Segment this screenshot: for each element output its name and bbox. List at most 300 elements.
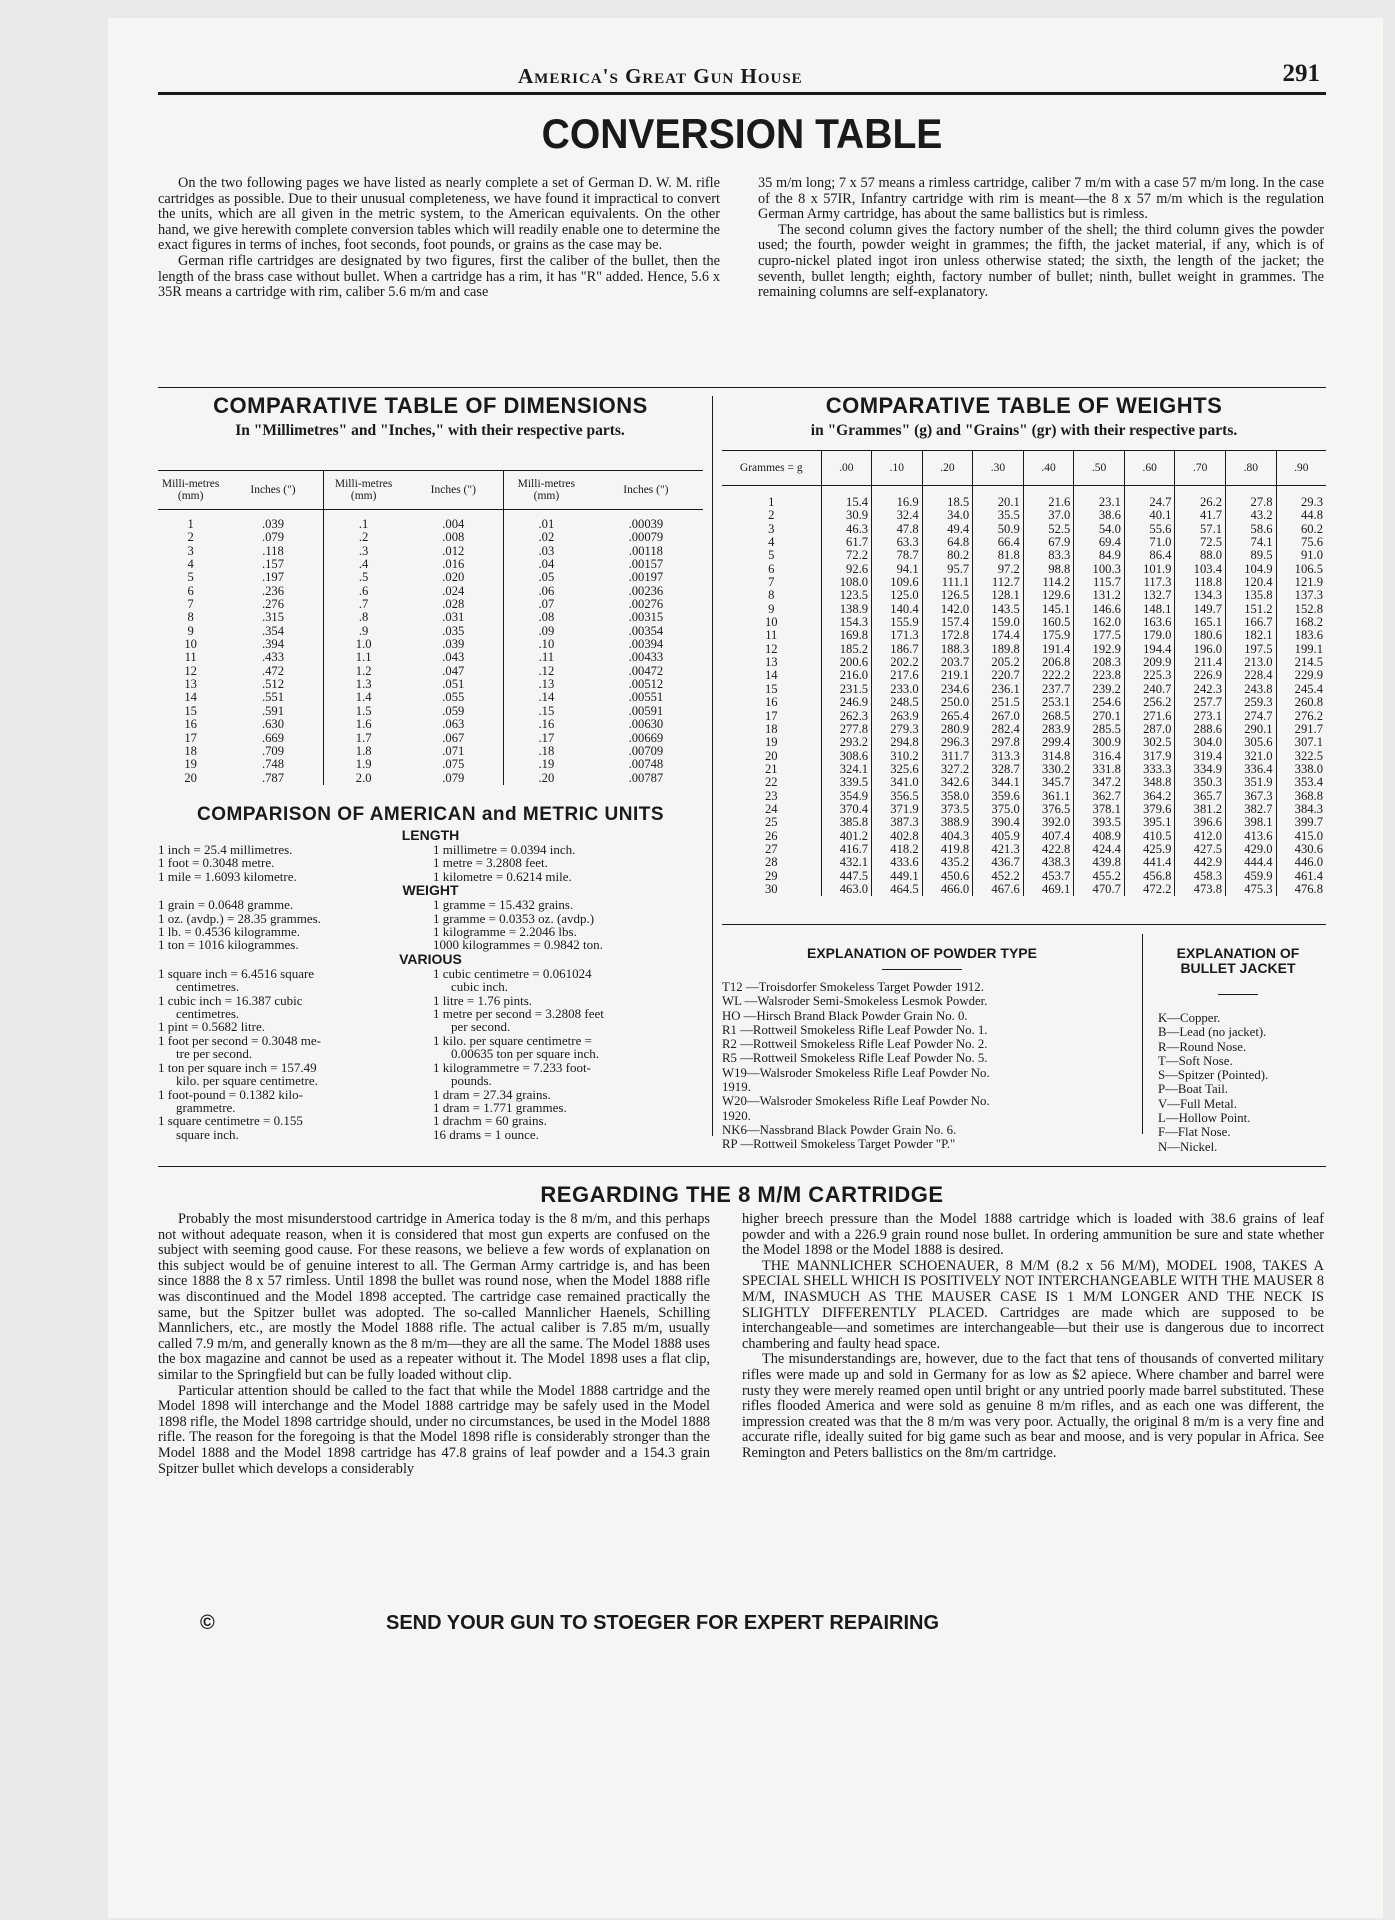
table-cell: 416.7	[821, 843, 872, 856]
table-cell: 1.1	[323, 651, 403, 664]
weights-table	[722, 450, 1326, 896]
table-cell: 1.8	[323, 745, 403, 758]
table-cell: 37.0	[1023, 509, 1074, 522]
comparison-units	[158, 828, 703, 1141]
table-cell: 280.9	[922, 723, 973, 736]
table-cell: 1.0	[323, 638, 403, 651]
list-item: 1 kilogrammetre = 7.233 foot-	[433, 1059, 591, 1075]
cartridge-left-column	[158, 1212, 710, 1477]
cartridge-paragraph: Probably the most misunderstood cartridge in America today is the 8 m/m, and this perhaps not without adequate reason, when it is considered that most gun experts are confused on the subject with seeming good cause. For these reasons, we believe a few words of explanation on this subject would be of genuine interest to all. The German Army cartridge is, and has been since 1888 the 8 x 57 rimless. Until 1898 the bullet was round nose, when the Model 1888 rifle was discontinued and the Model 1898 accepted. The cartridge case remained practically the same, but the Spitzer bullet was adopted. The so-called Mannlicher Haenels, Schilling Mannlichers, etc., are mostly the Model 1888 rifle. The actual caliber is 7.85 m/m, usually called 7.9 m/m, and generally known as the 8 m/m—they are all the same. The Model 1888 uses the box magazine and cannot be used as a repeater without it. The Model 1898 uses a flat clip, similar to the Springfield but can be fully loaded without clip.	[158, 1211, 710, 1383]
column-header: .60	[1124, 451, 1175, 486]
table-cell: .016	[442, 557, 465, 572]
table-cell: .787	[261, 770, 284, 785]
table-cell: 1	[187, 517, 194, 531]
column-header: Inches (")	[223, 471, 323, 510]
table-cell: 302.5	[1124, 736, 1175, 749]
table-cell: 38.6	[1074, 509, 1125, 522]
list-item: 1 pint = 0.5682 litre.	[158, 1019, 265, 1035]
table-cell: 57.1	[1175, 523, 1226, 536]
table-cell: 381.2	[1175, 803, 1226, 816]
table-cell: 101.9	[1124, 563, 1175, 576]
table-cell: 15.4	[821, 486, 872, 510]
table-cell: .10	[504, 638, 589, 651]
table-cell: 250.0	[922, 696, 973, 709]
table-cell: 74.1	[1226, 536, 1277, 549]
list-item: 1 cubic inch = 16.387 cubic	[158, 992, 303, 1008]
table-row	[722, 776, 1326, 789]
table-cell: 64.8	[922, 536, 973, 549]
table-cell: 379.6	[1124, 803, 1175, 816]
table-cell: 182.1	[1226, 629, 1277, 642]
table-cell: 4	[187, 557, 194, 572]
table-row	[158, 638, 703, 651]
list-item: kilo. per square centimetre.	[176, 1073, 318, 1089]
table-cell: 251.5	[973, 696, 1024, 709]
table-cell: 27.8	[1226, 486, 1277, 510]
table-cell: 9	[768, 601, 775, 616]
table-cell: 185.2	[821, 643, 872, 656]
table-cell: .00591	[628, 703, 664, 718]
table-cell: 17	[764, 708, 778, 723]
table-cell: 26.2	[1175, 486, 1226, 510]
table-cell: 237.7	[1023, 683, 1074, 696]
table-cell: .03	[504, 545, 589, 558]
conversion-text: 1000 kilogrammes = 0.9842 ton.	[433, 937, 603, 953]
list-item: R5 —Rottweil Smokeless Rifle Leaf Powder No. 5.	[722, 1051, 988, 1066]
table-row	[722, 669, 1326, 682]
jacket-title: EXPLANATION OF BULLET JACKET	[1176, 945, 1300, 976]
table-cell: 111.1	[922, 576, 973, 589]
column-header: .30	[973, 451, 1024, 486]
table-cell: 458.3	[1175, 870, 1226, 883]
table-cell: 243.8	[1226, 683, 1277, 696]
table-cell: 433.6	[872, 856, 923, 869]
various-left-column	[158, 967, 433, 1141]
table-cell: 50.9	[973, 523, 1024, 536]
table-cell: .512	[261, 677, 284, 692]
table-cell: 424.4	[1074, 843, 1125, 856]
cartridge-title: REGARDING THE 8 M/M CARTRIDGE	[540, 1182, 944, 1207]
table-cell: .051	[442, 677, 465, 692]
table-cell: 162.0	[1074, 616, 1125, 629]
weights-bottom-rule	[722, 924, 1326, 925]
list-item: W19—Walsroder Smokeless Rifle Leaf Powder No.	[722, 1065, 990, 1080]
table-cell: 388.9	[922, 816, 973, 829]
table-cell: 395.1	[1124, 816, 1175, 829]
table-cell: .591	[261, 703, 284, 718]
table-header-row	[158, 471, 703, 510]
table-cell: 20	[184, 770, 197, 785]
table-cell: 5	[187, 570, 194, 585]
table-cell: .157	[261, 557, 284, 572]
table-cell: 19	[764, 735, 778, 750]
table-cell: 463.0	[821, 883, 872, 896]
table-cell: .039	[442, 637, 465, 652]
list-item: per second.	[451, 1019, 511, 1035]
list-item: K—Copper.	[1158, 1011, 1221, 1025]
table-cell: 354.9	[821, 790, 872, 803]
table-cell: 118.8	[1175, 576, 1226, 589]
conversion-text: 1 lb. = 0.4536 kilogramme.	[158, 924, 301, 940]
table-row	[158, 571, 703, 584]
table-cell: .028	[442, 597, 465, 612]
list-item: L—Hollow Point.	[1158, 1111, 1251, 1126]
table-cell: 205.2	[973, 656, 1024, 669]
list-item: centimetres.	[176, 979, 240, 995]
table-cell: 1.3	[323, 678, 403, 691]
table-cell: .035	[442, 623, 465, 638]
table-cell: 97.2	[973, 563, 1024, 576]
table-cell: 313.3	[973, 750, 1024, 763]
intro-paragraph: On the two following pages we have listed as nearly complete a set of German D. W. M. rifle cartridges as possible. Due to their unusual completeness, we have found it impractical to convert the units, which are all given in the metric system, to the American equivalents. On the other hand, we give herewith complete conversion tables which will readily enable one to determine the exact figures in terms of inches, foot seconds, foot pounds, or grains as the case may be.	[158, 175, 720, 254]
table-cell: 293.2	[821, 736, 872, 749]
table-cell: 353.4	[1276, 776, 1326, 789]
table-row	[722, 563, 1326, 576]
conversion-text: 1 gramme = 0.0353 oz. (avdp.)	[433, 910, 595, 926]
table-cell: 240.7	[1124, 683, 1175, 696]
conversion-text: 1 inch = 25.4 millimetres.	[158, 842, 293, 857]
table-row	[722, 763, 1326, 776]
table-row	[722, 629, 1326, 642]
table-cell: 412.0	[1175, 830, 1226, 843]
header-title: America's Great Gun House	[518, 64, 803, 88]
table-cell: .551	[261, 690, 284, 705]
table-cell: 422.8	[1023, 843, 1074, 856]
table-cell: 11	[184, 650, 197, 665]
table-cell: 325.6	[872, 763, 923, 776]
list-item: 1919.	[722, 1080, 751, 1095]
table-cell: 203.7	[922, 656, 973, 669]
table-cell: 316.4	[1074, 750, 1125, 763]
table-row	[722, 843, 1326, 856]
table-cell: 35.5	[973, 509, 1024, 522]
table-cell: 21	[764, 761, 778, 776]
table-cell: 183.6	[1276, 629, 1326, 642]
length-rows	[158, 843, 703, 883]
table-cell: 92.6	[821, 563, 872, 576]
table-cell: 208.3	[1074, 656, 1125, 669]
table-cell: 470.7	[1074, 883, 1125, 896]
table-cell: 188.3	[922, 643, 973, 656]
table-cell: 308.6	[821, 750, 872, 763]
table-cell: 257.7	[1175, 696, 1226, 709]
table-cell: 453.7	[1023, 870, 1074, 883]
table-cell: 115.7	[1074, 576, 1125, 589]
table-cell: .00709	[628, 743, 664, 758]
table-cell: 444.4	[1226, 856, 1277, 869]
table-cell: 459.9	[1226, 870, 1277, 883]
table-cell: 19	[184, 757, 197, 772]
running-header	[158, 60, 1326, 94]
table-cell: 95.7	[922, 563, 973, 576]
table-row	[722, 509, 1326, 522]
table-cell: 356.5	[872, 790, 923, 803]
table-cell: 134.3	[1175, 589, 1226, 602]
table-row	[722, 536, 1326, 549]
table-cell: .067	[442, 730, 465, 745]
table-row	[722, 736, 1326, 749]
column-header: .00	[821, 451, 872, 486]
table-cell: .00276	[628, 597, 664, 612]
table-cell: .008	[442, 530, 465, 545]
table-cell: 8	[187, 610, 194, 625]
table-cell: 392.0	[1023, 816, 1074, 829]
table-cell: 263.9	[872, 710, 923, 723]
table-cell: 294.8	[872, 736, 923, 749]
table-cell: 6	[768, 561, 775, 576]
table-cell: 5	[768, 548, 775, 563]
table-cell: 18	[764, 721, 778, 736]
table-cell: 132.7	[1124, 589, 1175, 602]
page-title: CONVERSION TABLE	[541, 110, 943, 157]
intro-paragraph: 35 m/m long; 7 x 57 means a rimless cartridge, caliber 7 m/m with a case 57 m/m long. In the case of the 8 x 57IR, Infantry cartridge with rim is meant—the 8 x 57 m/m which is the regulation German Army cartridge, has about the same ballistics but is rimless.	[758, 175, 1324, 223]
table-cell: 455.2	[1074, 870, 1125, 883]
table-cell: 75.6	[1276, 536, 1326, 549]
table-cell: 138.9	[821, 603, 872, 616]
table-cell: 123.5	[821, 589, 872, 602]
table-cell: 300.9	[1074, 736, 1125, 749]
list-item: 1 square inch = 6.4516 square	[158, 965, 315, 981]
table-cell: .2	[323, 531, 403, 544]
table-cell: 219.1	[922, 669, 973, 682]
table-cell: 194.4	[1124, 643, 1175, 656]
table-cell: 347.2	[1074, 776, 1125, 789]
table-cell: 370.4	[821, 803, 872, 816]
conversion-row	[158, 898, 703, 911]
table-cell: 186.7	[872, 643, 923, 656]
table-cell: 148.1	[1124, 603, 1175, 616]
table-cell: 336.4	[1226, 763, 1277, 776]
header-rule	[158, 92, 1326, 95]
table-cell: 427.5	[1175, 843, 1226, 856]
table-cell: 430.6	[1276, 843, 1326, 856]
table-cell: 10	[184, 637, 197, 652]
table-cell: .00551	[628, 690, 664, 705]
page-number: 291	[1282, 60, 1320, 87]
table-cell: 231.5	[821, 683, 872, 696]
cartridge-paragraph: Particular attention should be called to the fact that while the Model 1888 cartridge and the Model 1898 will interchange and the Model 1888 cartridge may be safely used in the Model 1898 rifle, the Model 1898 cartridge should, under no circumstances, be used in the Model 1888 rifle. The reason for the foregoing is that the Model 1898 rifle is considerably stronger than the Model 1888 and the Model 1898 cartridge has 47.8 grains of leaf powder and a 154.3 grain Spitzer bullet which develops a considerably	[158, 1382, 710, 1477]
conversion-text: 1 ton = 1016 kilogrammes.	[158, 937, 299, 953]
table-cell: 268.5	[1023, 710, 1074, 723]
table-cell: 12	[184, 663, 197, 678]
table-cell: 450.6	[922, 870, 973, 883]
table-cell: 16.9	[872, 486, 923, 510]
table-cell: .06	[504, 585, 589, 598]
table-cell: 267.0	[973, 710, 1024, 723]
table-cell: 30	[764, 881, 778, 896]
table-cell: .20	[504, 772, 589, 785]
table-cell: 120.4	[1226, 576, 1277, 589]
table-cell: .3	[323, 545, 403, 558]
table-row	[158, 585, 703, 598]
table-cell: 126.5	[922, 589, 973, 602]
table-cell: 461.4	[1276, 870, 1326, 883]
table-cell: 191.4	[1023, 643, 1074, 656]
table-cell: 155.9	[872, 616, 923, 629]
table-cell: 290.1	[1226, 723, 1277, 736]
table-cell: 419.8	[922, 843, 973, 856]
table-cell: .00236	[628, 583, 664, 598]
table-cell: .16	[504, 718, 589, 731]
table-cell: 367.3	[1226, 790, 1277, 803]
table-cell: 472.2	[1124, 883, 1175, 896]
table-cell: .354	[261, 623, 284, 638]
table-cell: 378.1	[1074, 803, 1125, 816]
table-cell: 405.9	[973, 830, 1024, 843]
various-rows	[158, 967, 703, 1141]
table-cell: 89.5	[1226, 549, 1277, 562]
table-cell: 387.3	[872, 816, 923, 829]
table-cell: 13	[764, 655, 778, 670]
column-header: .20	[922, 451, 973, 486]
table-cell: .236	[261, 583, 284, 598]
conversion-row	[158, 843, 703, 856]
list-item: HO —Hirsch Brand Black Powder Grain No. 0.	[722, 1008, 968, 1023]
table-cell: 435.2	[922, 856, 973, 869]
table-cell: 214.5	[1276, 656, 1326, 669]
table-row	[722, 683, 1326, 696]
column-header: .80	[1226, 451, 1277, 486]
table-cell: 413.6	[1226, 830, 1277, 843]
table-cell: 88.0	[1175, 549, 1226, 562]
table-row	[158, 758, 703, 771]
dimensions-subtitle: In "Millimetres" and "Inches," with their respective parts.	[235, 422, 625, 439]
table-cell: 43.2	[1226, 509, 1277, 522]
table-cell: 330.2	[1023, 763, 1074, 776]
list-item: B—Lead (no jacket).	[1158, 1025, 1267, 1040]
table-cell: .00079	[628, 530, 664, 545]
table-cell: 321.0	[1226, 750, 1277, 763]
table-cell: 128.1	[973, 589, 1024, 602]
conversion-text: 1 gramme = 15.432 grains.	[433, 897, 574, 913]
dimensions-table	[158, 470, 703, 785]
table-cell: 200.6	[821, 656, 872, 669]
table-cell: 14	[184, 690, 197, 705]
table-cell: 10	[764, 615, 778, 630]
column-header: .40	[1023, 451, 1074, 486]
table-cell: 334.9	[1175, 763, 1226, 776]
table-cell: .04	[504, 558, 589, 571]
conversion-text: 1 kilometre = 0.6214 mile.	[433, 868, 572, 884]
table-cell: .02	[504, 531, 589, 544]
table-row	[722, 486, 1326, 510]
weights-subtitle: in "Grammes" (g) and "Grains" (gr) with their respective parts.	[810, 422, 1238, 439]
table-cell: 81.8	[973, 549, 1024, 562]
table-row	[158, 598, 703, 611]
table-cell: .00787	[628, 770, 664, 785]
table-cell: .020	[442, 570, 465, 585]
list-item: F—Flat Nose.	[1158, 1125, 1231, 1140]
table-cell: 362.7	[1074, 790, 1125, 803]
table-cell: 175.9	[1023, 629, 1074, 642]
table-cell: 16	[184, 717, 197, 732]
table-cell: 242.3	[1175, 683, 1226, 696]
table-cell: 376.5	[1023, 803, 1074, 816]
table-cell: 233.0	[872, 683, 923, 696]
table-cell: .00748	[628, 757, 664, 772]
weight-rows	[158, 898, 703, 952]
table-cell: 55.6	[1124, 523, 1175, 536]
table-cell: 86.4	[1124, 549, 1175, 562]
various-right-column	[433, 967, 693, 1141]
table-row	[158, 705, 703, 718]
table-row	[722, 870, 1326, 883]
table-cell: 131.2	[1074, 589, 1125, 602]
table-cell: 319.4	[1175, 750, 1226, 763]
table-cell: 314.8	[1023, 750, 1074, 763]
table-cell: 18.5	[922, 486, 973, 510]
table-cell: .012	[442, 543, 465, 558]
list-item: cubic inch.	[451, 979, 509, 995]
table-cell: 108.0	[821, 576, 872, 589]
list-item: 1920.	[722, 1108, 751, 1123]
table-cell: 348.8	[1124, 776, 1175, 789]
table-cell: 174.4	[973, 629, 1024, 642]
table-cell: 371.9	[872, 803, 923, 816]
table-cell: 72.5	[1175, 536, 1226, 549]
table-cell: 117.3	[1124, 576, 1175, 589]
table-cell: 402.8	[872, 830, 923, 843]
table-row	[158, 718, 703, 731]
dimensions-title: COMPARATIVE TABLE OF DIMENSIONS	[213, 393, 648, 418]
table-cell: 29	[764, 868, 778, 883]
table-cell: 274.7	[1226, 710, 1277, 723]
column-header: Milli-metres (mm)	[158, 471, 223, 510]
table-row	[722, 883, 1326, 896]
table-row	[722, 696, 1326, 709]
table-cell: 1.4	[323, 691, 403, 704]
table-cell: .118	[262, 543, 284, 558]
table-cell: 446.0	[1276, 856, 1326, 869]
table-row	[158, 732, 703, 745]
table-cell: 157.4	[922, 616, 973, 629]
table-cell: 24.7	[1124, 486, 1175, 510]
table-cell: 25	[764, 815, 778, 830]
table-cell: 26	[764, 828, 778, 843]
table-cell: 112.7	[973, 576, 1024, 589]
table-row	[158, 558, 703, 571]
table-cell: 415.0	[1276, 830, 1326, 843]
table-cell: 121.9	[1276, 576, 1326, 589]
table-cell: 253.1	[1023, 696, 1074, 709]
table-cell: .079	[261, 530, 284, 545]
table-cell: 46.3	[821, 523, 872, 536]
table-cell: 339.5	[821, 776, 872, 789]
table-cell: .039	[261, 517, 284, 531]
table-cell: .055	[442, 690, 465, 705]
powder-list	[722, 980, 1122, 1152]
table-cell: 177.5	[1074, 629, 1125, 642]
table-cell: 469.1	[1023, 883, 1074, 896]
table-cell: .00118	[628, 543, 663, 558]
table-cell: 83.3	[1023, 549, 1074, 562]
table-cell: 140.4	[872, 603, 923, 616]
table-cell: .00512	[628, 677, 664, 692]
table-cell: 439.8	[1074, 856, 1125, 869]
table-cell: 327.2	[922, 763, 973, 776]
table-cell: .12	[504, 665, 589, 678]
table-cell: 410.5	[1124, 830, 1175, 843]
table-cell: 324.1	[821, 763, 872, 776]
list-item: R1 —Rottweil Smokeless Rifle Leaf Powder No. 1.	[722, 1022, 988, 1037]
table-cell: 1	[768, 495, 775, 509]
table-cell: 94.1	[872, 563, 923, 576]
table-cell: 125.0	[872, 589, 923, 602]
table-cell: 209.9	[1124, 656, 1175, 669]
short-rule	[882, 969, 962, 970]
table-cell: 149.7	[1175, 603, 1226, 616]
table-cell: 78.7	[872, 549, 923, 562]
